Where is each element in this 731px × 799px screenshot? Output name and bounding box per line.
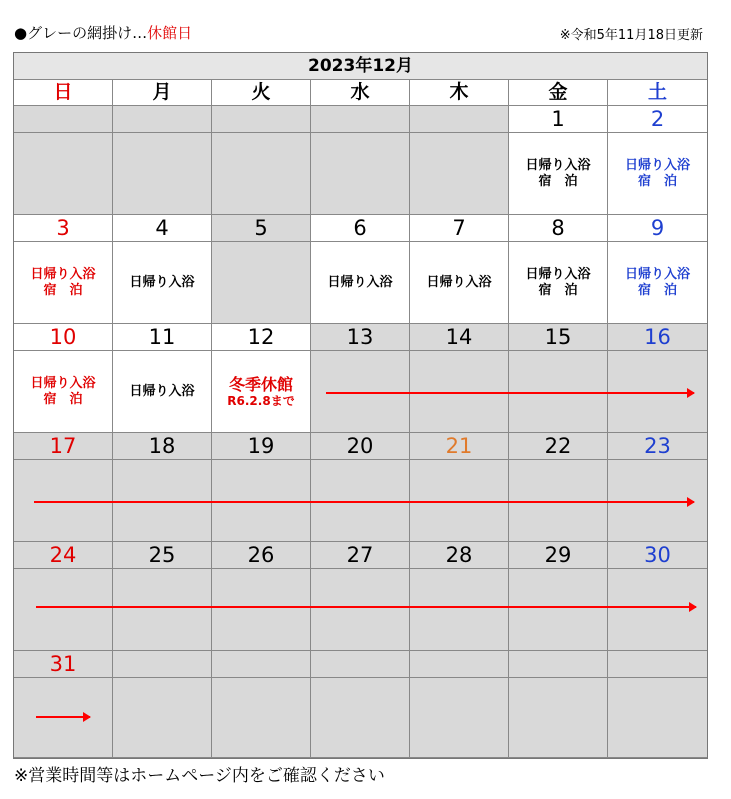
- day-number: 17: [14, 433, 113, 460]
- day-number: 19: [212, 433, 311, 460]
- event-label: 日帰り入浴: [624, 266, 690, 282]
- event-label: 日帰り入浴: [129, 383, 195, 399]
- day-number: 28: [410, 542, 509, 569]
- day-number: 31: [14, 651, 113, 678]
- event-label: 日帰り入浴: [30, 266, 96, 282]
- event-label: 宿 泊: [538, 282, 578, 298]
- day-number: 29: [509, 542, 608, 569]
- day-content: [509, 569, 608, 651]
- day-content: [212, 242, 311, 324]
- empty-day-content: [410, 678, 509, 758]
- empty-day-number: [212, 651, 311, 678]
- day-content: [212, 351, 311, 433]
- empty-day-number: [113, 106, 212, 133]
- event-label: 宿 泊: [637, 173, 677, 189]
- closure-arrow: [326, 392, 694, 394]
- event-label: 日帰り入浴: [624, 157, 690, 173]
- day-number: 8: [509, 215, 608, 242]
- day-number: 12: [212, 324, 311, 351]
- day-number: 4: [113, 215, 212, 242]
- day-number: 7: [410, 215, 509, 242]
- weekday-header: 土: [608, 79, 707, 106]
- day-number: 2: [608, 106, 707, 133]
- empty-day-content: [608, 678, 707, 758]
- empty-day-content: [509, 678, 608, 758]
- closure-arrow: [34, 501, 694, 503]
- day-number: 21: [410, 433, 509, 460]
- legend-text: ●グレーの網掛け…: [14, 24, 148, 42]
- day-number: 10: [14, 324, 113, 351]
- event-label: 日帰り入浴: [426, 274, 492, 290]
- day-number: 25: [113, 542, 212, 569]
- empty-day-content: [311, 133, 410, 215]
- event-label: 日帰り入浴: [525, 157, 591, 173]
- day-content: [311, 569, 410, 651]
- weekday-header: 月: [113, 79, 212, 106]
- empty-day-number: [410, 106, 509, 133]
- day-number: 30: [608, 542, 707, 569]
- event-label: 宿 泊: [43, 282, 83, 298]
- empty-day-content: [113, 133, 212, 215]
- day-number: 5: [212, 215, 311, 242]
- day-number: 9: [608, 215, 707, 242]
- event-label: 宿 泊: [43, 391, 83, 407]
- day-content: [113, 242, 212, 324]
- event-label: 日帰り入浴: [30, 375, 96, 391]
- empty-day-content: [311, 678, 410, 758]
- day-number: 3: [14, 215, 113, 242]
- empty-day-content: [14, 133, 113, 215]
- day-content: [509, 242, 608, 324]
- weekday-header: 水: [311, 79, 410, 106]
- event-label: 宿 泊: [538, 173, 578, 189]
- event-label: 日帰り入浴: [327, 274, 393, 290]
- empty-day-number: [14, 106, 113, 133]
- day-number: 27: [311, 542, 410, 569]
- day-number: 13: [311, 324, 410, 351]
- day-number: 22: [509, 433, 608, 460]
- empty-day-number: [608, 651, 707, 678]
- event-label: 日帰り入浴: [129, 274, 195, 290]
- day-content: [14, 242, 113, 324]
- empty-day-content: [113, 678, 212, 758]
- day-content: [14, 678, 113, 758]
- day-number: 24: [14, 542, 113, 569]
- calendar: [13, 52, 708, 759]
- day-number: 18: [113, 433, 212, 460]
- day-content: [14, 569, 113, 651]
- day-number: 1: [509, 106, 608, 133]
- empty-day-content: [410, 133, 509, 215]
- updated-date: ※令和5年11月18日更新: [559, 28, 703, 43]
- footer-note: ※営業時間等はホームページ内をご確認ください: [14, 766, 385, 786]
- empty-day-number: [311, 651, 410, 678]
- day-number: 16: [608, 324, 707, 351]
- event-label: 宿 泊: [637, 282, 677, 298]
- day-number: 14: [410, 324, 509, 351]
- day-content: [212, 569, 311, 651]
- day-number: 20: [311, 433, 410, 460]
- empty-day-content: [212, 678, 311, 758]
- closure-until-label: R6.2.8まで: [227, 394, 295, 408]
- day-content: [608, 133, 707, 215]
- legend: [14, 22, 192, 43]
- day-content: [14, 351, 113, 433]
- empty-day-number: [509, 651, 608, 678]
- day-content: [311, 242, 410, 324]
- legend-closed-text: 休館日: [147, 24, 193, 42]
- closure-arrow: [36, 716, 90, 718]
- day-content: [608, 242, 707, 324]
- weekday-header: 日: [14, 79, 113, 106]
- closure-arrow: [36, 606, 696, 608]
- empty-day-content: [212, 133, 311, 215]
- weekday-header: 火: [212, 79, 311, 106]
- day-content: [113, 351, 212, 433]
- day-content: [410, 569, 509, 651]
- day-number: 23: [608, 433, 707, 460]
- day-content: [410, 242, 509, 324]
- closure-label: 冬季休館: [228, 375, 293, 394]
- weekday-header: 木: [410, 79, 509, 106]
- event-label: 日帰り入浴: [525, 266, 591, 282]
- empty-day-number: [311, 106, 410, 133]
- day-number: 26: [212, 542, 311, 569]
- empty-day-number: [113, 651, 212, 678]
- day-content: [113, 569, 212, 651]
- calendar-title: 2023年12月: [14, 53, 707, 80]
- weekday-header: 金: [509, 79, 608, 106]
- empty-day-number: [410, 651, 509, 678]
- empty-day-number: [212, 106, 311, 133]
- day-number: 15: [509, 324, 608, 351]
- day-number: 11: [113, 324, 212, 351]
- day-content: [509, 133, 608, 215]
- day-number: 6: [311, 215, 410, 242]
